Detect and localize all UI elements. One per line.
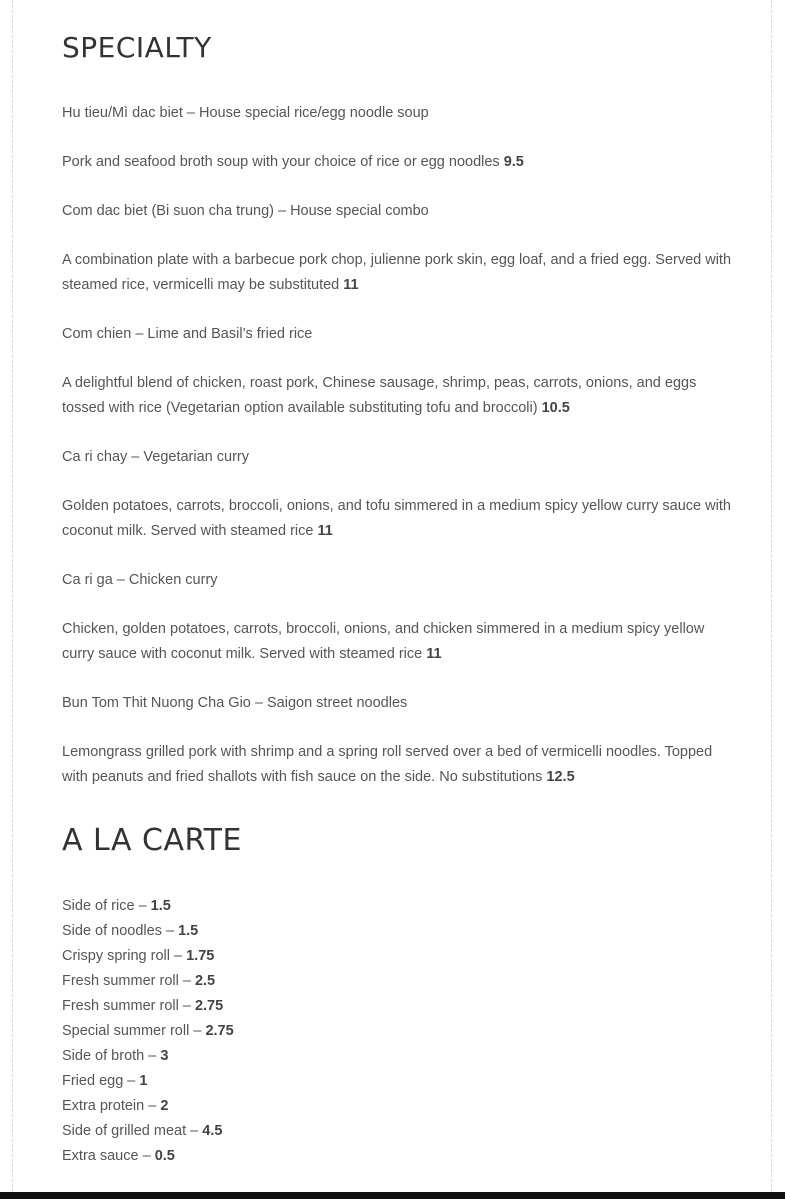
alacarte-label: Side of rice –	[62, 898, 147, 914]
alacarte-item	[62, 894, 732, 919]
description-text: A combination plate with a barbecue pork chop, julienne pork skin, egg loaf, and a fried egg. Served with steamed rice, vermicelli may be substituted	[62, 252, 732, 293]
alacarte-price: 4.5	[202, 1123, 223, 1139]
alacarte-list	[62, 894, 732, 1169]
alacarte-heading: A LA CARTE	[62, 823, 242, 858]
description-text: Pork and seafood broth soup with your choice of rice or egg noodles	[62, 154, 500, 170]
alacarte-item	[62, 1119, 732, 1144]
alacarte-label: Special summer roll –	[62, 1023, 202, 1039]
specialty-item	[62, 445, 732, 544]
specialty-list	[62, 101, 732, 814]
alacarte-label: Side of grilled meat –	[62, 1123, 199, 1139]
item-name: Com dac biet (Bi suon cha trung) – House special combo	[62, 203, 429, 219]
alacarte-item	[62, 1044, 732, 1069]
bottom-bar	[0, 1192, 785, 1199]
item-description	[62, 494, 732, 544]
alacarte-price: 3	[160, 1048, 169, 1064]
item-description	[62, 371, 732, 421]
item-price: 10.5	[541, 400, 570, 416]
description-text: A delightful blend of chicken, roast pork, Chinese sausage, shrimp, peas, carrots, onions, and eggs tossed with rice (Vegetarian option available substituting tofu and broccoli)	[62, 375, 697, 416]
alacarte-price: 2	[160, 1098, 169, 1114]
alacarte-label: Extra sauce –	[62, 1148, 151, 1164]
item-description	[62, 248, 732, 298]
item-description	[62, 617, 732, 667]
alacarte-item	[62, 994, 732, 1019]
alacarte-item	[62, 1069, 732, 1094]
alacarte-price: 2.75	[205, 1023, 234, 1039]
specialty-item	[62, 568, 732, 667]
alacarte-label: Fresh summer roll –	[62, 998, 191, 1014]
item-price: 11	[317, 523, 333, 539]
description-text: Golden potatoes, carrots, broccoli, onions, and tofu simmered in a medium spicy yellow curry sauce with coconut milk. Served with steamed rice	[62, 498, 731, 539]
specialty-item	[62, 691, 732, 790]
item-price: 11	[426, 646, 442, 662]
item-price: 11	[343, 277, 359, 293]
alacarte-price: 1	[139, 1073, 148, 1089]
item-name: Hu tieu/Mì dac biet – House special rice/egg noodle soup	[62, 105, 429, 121]
item-name: Com chien – Lime and Basil’s fried rice	[62, 326, 313, 342]
specialty-heading: SPECIALTY	[62, 31, 212, 64]
alacarte-item	[62, 1094, 732, 1119]
alacarte-item	[62, 919, 732, 944]
item-description	[62, 150, 732, 175]
alacarte-label: Extra protein –	[62, 1098, 157, 1114]
alacarte-label: Side of broth –	[62, 1048, 157, 1064]
alacarte-label: Fried egg –	[62, 1073, 136, 1089]
item-name: Ca ri chay – Vegetarian curry	[62, 449, 249, 465]
alacarte-item	[62, 969, 732, 994]
item-name: Bun Tom Thit Nuong Cha Gio – Saigon street noodles	[62, 695, 408, 711]
alacarte-item	[62, 1144, 732, 1169]
specialty-item	[62, 101, 732, 175]
description-text: Lemongrass grilled pork with shrimp and a spring roll served over a bed of vermicelli noodles. Topped with peanuts and fried shallots with fish sauce on the side. No substitutions	[62, 744, 713, 785]
alacarte-label: Fresh summer roll –	[62, 973, 191, 989]
alacarte-item	[62, 1019, 732, 1044]
alacarte-label: Side of noodles –	[62, 923, 175, 939]
item-price: 12.5	[546, 769, 575, 785]
item-price: 9.5	[503, 154, 524, 170]
alacarte-price: 2.5	[194, 973, 216, 989]
alacarte-item	[62, 944, 732, 969]
alacarte-label: Crispy spring roll –	[62, 948, 183, 964]
description-text: Chicken, golden potatoes, carrots, broccoli, onions, and chicken simmered in a medium spicy yellow curry sauce with coconut milk. Served with steamed rice	[62, 621, 705, 662]
alacarte-price: 1.5	[178, 923, 199, 939]
alacarte-price: 0.5	[154, 1148, 175, 1164]
item-description	[62, 740, 732, 790]
item-name: Ca ri ga – Chicken curry	[62, 572, 218, 588]
alacarte-price: 2.75	[194, 998, 224, 1014]
menu-page	[12, 0, 772, 1192]
alacarte-price: 1.75	[186, 948, 215, 964]
specialty-item	[62, 199, 732, 298]
specialty-item	[62, 322, 732, 421]
alacarte-price: 1.5	[150, 898, 171, 914]
